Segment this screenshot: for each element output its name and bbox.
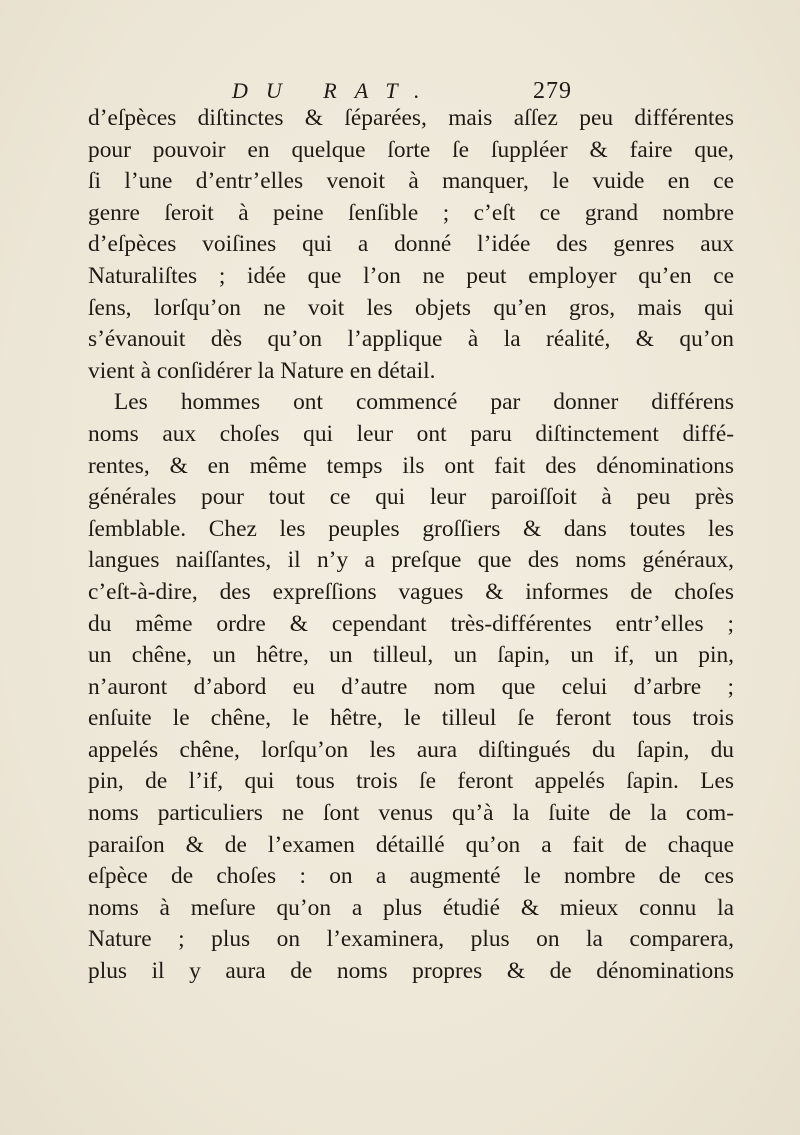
- text-line: pin, de l’if, qui tous trois ſe feront appelés ſapin. Les: [88, 768, 734, 795]
- text-line: noms aux choſes qui leur ont paru diſtinctement diffé-: [88, 420, 734, 447]
- text-line: ſemblable. Chez les peuples groſſiers & dans toutes les: [88, 515, 734, 542]
- text-line: appelés chêne, lorſqu’on les aura diſtingués du ſapin, du: [88, 736, 734, 763]
- text-line: un chêne, un hêtre, un tilleul, un ſapin, un if, un pin,: [88, 642, 734, 669]
- text-line: Naturaliſtes ; idée que l’on ne peut employer qu’en ce: [88, 262, 734, 289]
- text-line: vient à conſidérer la Nature en détail.: [88, 357, 436, 384]
- running-title: DU RAT.: [232, 78, 438, 103]
- text-line: n’auront d’abord eu d’autre nom que celui d’arbre ;: [88, 673, 734, 700]
- page-number: 279: [533, 78, 572, 104]
- body-text: [88, 103, 734, 988]
- text-line: genre ſeroit à peine ſenſible ; c’eſt ce grand nombre: [88, 199, 734, 226]
- text-line: pour pouvoir en quelque ſorte ſe ſuppléer & faire que,: [88, 136, 734, 163]
- text-line: enſuite le chêne, le hêtre, le tilleul ſe feront tous trois: [88, 705, 734, 732]
- text-line: eſpèce de choſes : on a augmenté le nombre de ces: [88, 863, 734, 890]
- text-line: d’eſpèces diſtinctes & ſéparées, mais aſſez peu différentes: [88, 105, 734, 131]
- text-line: générales pour tout ce qui leur paroiſſoit à peu près: [88, 484, 734, 511]
- text-line: ſens, lorſqu’on ne voit les objets qu’en gros, mais qui: [88, 294, 734, 321]
- text-line: Nature ; plus on l’examinera, plus on la comparera,: [88, 926, 734, 953]
- text-line: Les hommes ont commencé par donner différens: [114, 389, 734, 416]
- text-line: rentes, & en même temps ils ont fait des dénominations: [88, 452, 734, 479]
- text-line: ſi l’une d’entr’elles venoit à manquer, le vuide en ce: [88, 168, 734, 195]
- text-line: noms particuliers ne ſont venus qu’à la ſuite de la com-: [88, 800, 734, 827]
- text-line: plus il y aura de noms propres & de dénominations: [88, 958, 734, 985]
- text-line: c’eſt-à-dire, des expreſſions vagues & informes de choſes: [88, 578, 734, 605]
- text-line: du même ordre & cependant très-différentes entr’elles ;: [88, 610, 734, 637]
- text-line: paraiſon & de l’examen détaillé qu’on a fait de chaque: [88, 831, 734, 858]
- text-line: s’évanouit dès qu’on l’applique à la réalité, & qu’on: [88, 326, 734, 353]
- text-line: langues naiſſantes, il n’y a preſque que des noms généraux,: [88, 547, 734, 574]
- text-line: noms à meſure qu’on a plus étudié & mieux connu la: [88, 894, 734, 921]
- text-line: d’eſpèces voiſines qui a donné l’idée des genres aux: [88, 231, 734, 258]
